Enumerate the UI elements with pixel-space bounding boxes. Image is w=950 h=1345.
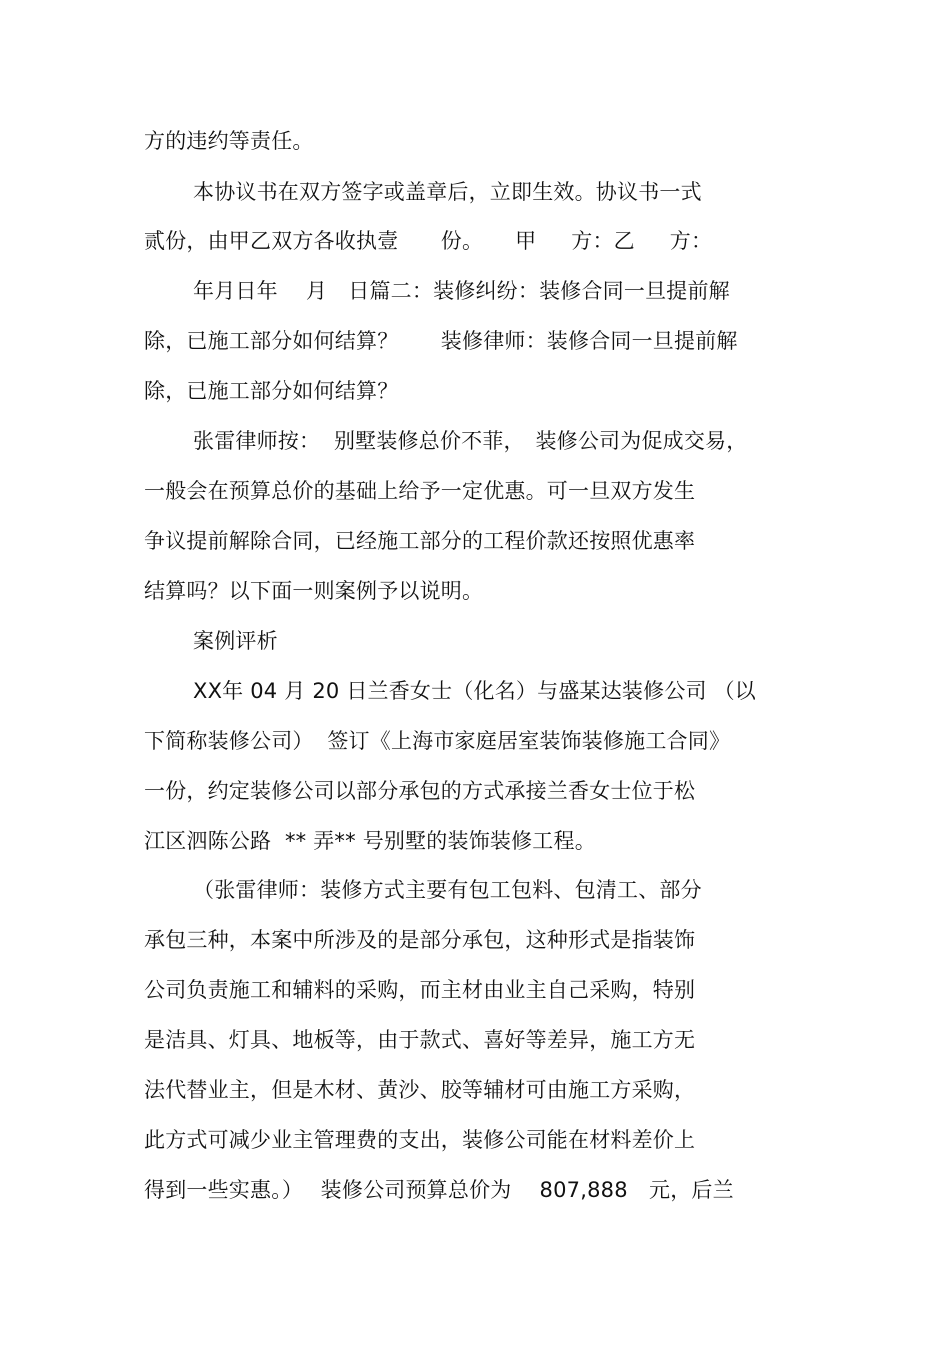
text-line: 一份，约定装修公司以部分承包的方式承接兰香女士位于松 [144, 779, 696, 803]
text-line: 公司负责施工和辅料的采购，而主材由业主自己采购，特别 [144, 978, 696, 1002]
section-heading: 案例评析 [193, 629, 278, 653]
text-line: 是洁具、灯具、地板等，由于款式、喜好等差异，施工方无 [144, 1028, 696, 1052]
text-line: 结算吗？以下面一则案例予以说明。 [144, 579, 484, 603]
text-line: 承包三种，本案中所涉及的是部分承包，这种形式是指装饰 [144, 928, 696, 952]
text-line: 争议提前解除合同，已经施工部分的工程价款还按照优惠率 [144, 529, 696, 553]
text-line: 方的违约等责任。 [144, 129, 314, 153]
text-line: 除，已施工部分如何结算？ [144, 379, 399, 403]
text-line: 下简称装修公司） 签订《上海市家庭居室装饰装修施工合同》 [144, 729, 731, 753]
text-line: 得到一些实惠。） 装修公司预算总价为 807,888 元，后兰 [144, 1178, 734, 1202]
text-line: 年月日年 月 日篇二：装修纠纷：装修合同一旦提前解 [193, 279, 730, 303]
text-line: 除，已施工部分如何结算？ 装修律师：装修合同一旦提前解 [144, 329, 738, 353]
text-line: 张雷律师按： 别墅装修总价不菲， 装修公司为促成交易， [193, 429, 748, 453]
text-line: 江区泗陈公路 ** 弄** 号别墅的装饰装修工程。 [144, 829, 596, 853]
text-line: 本协议书在双方签字或盖章后，立即生效。协议书一式 [193, 180, 702, 204]
text-line: 法代替业主，但是木材、黄沙、胶等辅材可由施工方采购， [144, 1078, 696, 1102]
text-line: 一般会在预算总价的基础上给予一定优惠。可一旦双方发生 [144, 479, 696, 503]
text-line: 此方式可减少业主管理费的支出，装修公司能在材料差价上 [144, 1128, 696, 1152]
text-line: XX年 04 月 20 日兰香女士（化名）与盛某达装修公司 （以 [193, 679, 756, 703]
text-line: （张雷律师：装修方式主要有包工包料、包清工、部分 [193, 878, 702, 902]
text-line: 贰份，由甲乙双方各收执壹 份。 甲 方：乙 方： [144, 229, 713, 253]
